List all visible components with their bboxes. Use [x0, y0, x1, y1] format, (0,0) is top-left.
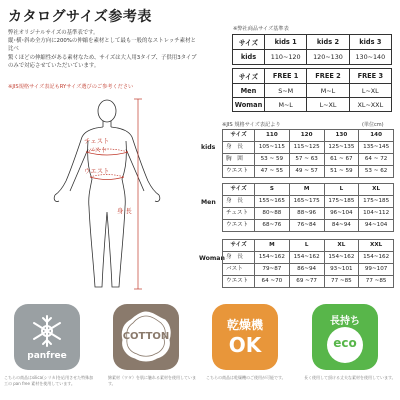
panfree-badge [14, 304, 80, 370]
cell: 115~125 [289, 142, 324, 154]
cell: M~L [265, 98, 307, 112]
cotton-label: COTTON [122, 331, 170, 342]
cell: 94~104 [359, 220, 394, 232]
group-label-woman: Woman [199, 255, 225, 262]
size-header: 130 [324, 130, 359, 142]
height-label: 身 長 [117, 207, 132, 215]
cell: 61 ~ 67 [324, 154, 359, 166]
intro-line: のみで対応させていただいています。 [8, 62, 100, 69]
body-silhouette [22, 97, 192, 302]
group-label-men: Men [201, 199, 216, 206]
row-label: ウエスト [223, 166, 255, 178]
size-header: M [289, 184, 324, 196]
intro-line: 縦･横･斜め全方向に200%の伸縮を素材として最も一般的なストレッチ素材と比べ [8, 38, 196, 53]
size-header: XXL [359, 240, 394, 252]
own-adult-table [232, 68, 392, 112]
cell: 155~165 [255, 196, 290, 208]
jis-men-table [222, 183, 394, 232]
jis-note: ※JIS規格サイズ表記もRYサイズ選びのご参考ください [8, 84, 134, 90]
header-cell: FREE 1 [265, 69, 307, 84]
cell: 53 ~ 59 [255, 154, 290, 166]
own-kids-table [232, 34, 392, 65]
row-label: 胸 囲 [223, 154, 255, 166]
size-header: L [289, 240, 324, 252]
header-cell: サイズ [233, 35, 265, 50]
cell: 175~185 [359, 196, 394, 208]
cell: 64 ~ 72 [359, 154, 394, 166]
cell: 93~101 [324, 264, 359, 276]
header-cell: kids 2 [307, 35, 349, 50]
cell: 57 ~ 63 [289, 154, 324, 166]
unit-label: (単位cm) [362, 122, 384, 128]
dryer-label-bottom: OK [228, 333, 262, 357]
cell: 68~76 [255, 220, 290, 232]
header-cell: FREE 3 [349, 69, 391, 84]
cell: 76~84 [289, 220, 324, 232]
cell: 51 ~ 59 [324, 166, 359, 178]
chest-label: チェスト [84, 137, 110, 145]
jis-kids-table [222, 129, 394, 178]
cell: 80~88 [255, 208, 290, 220]
cell: 47 ~ 55 [255, 166, 290, 178]
row-label: 身 長 [223, 196, 255, 208]
row-label: チェスト [223, 208, 255, 220]
header-cell: kids 3 [349, 35, 391, 50]
cell: 130~140 [349, 50, 391, 65]
own-size-label: ※弊社商品サイズ基準表 [233, 26, 289, 32]
cotton-badge [113, 304, 179, 370]
size-header: XL [324, 240, 359, 252]
header-cell: kids 1 [265, 35, 307, 50]
cell: 135~145 [359, 142, 394, 154]
intro-line: 弊社オリジナルサイズの基準表です。 [8, 30, 99, 36]
cell: 77 ~85 [359, 276, 394, 288]
eco-label-bottom: eco [333, 336, 357, 350]
size-header: サイズ [223, 240, 255, 252]
cell: 49 ~ 57 [289, 166, 324, 178]
row-label: バスト [223, 264, 255, 276]
eco-label-top: 長持ち [330, 316, 360, 327]
cell: 64 ~70 [255, 276, 290, 288]
page-title: カタログサイズ参考表 [8, 9, 152, 25]
cell: S~M [265, 84, 307, 98]
cell: 69 ~77 [289, 276, 324, 288]
cell: L~XL [307, 98, 349, 112]
size-header: L [324, 184, 359, 196]
size-header: サイズ [223, 130, 255, 142]
size-header: XL [359, 184, 394, 196]
header-cell: FREE 2 [307, 69, 349, 84]
cell: 105~115 [255, 142, 290, 154]
cell: 154~162 [359, 252, 394, 264]
row-label: ウエスト [223, 220, 255, 232]
cell: 175~185 [324, 196, 359, 208]
row-label: 身 長 [223, 142, 255, 154]
dryer-label-top: 乾燥機 [226, 318, 263, 332]
cell: M~L [307, 84, 349, 98]
size-header: S [255, 184, 290, 196]
cell: 110~120 [265, 50, 307, 65]
intro-line: 驚くほどの伸縮性がある素材なため、サイズは大人用3タイプ、子供用3タイプ [8, 54, 197, 61]
cell: 88~96 [289, 208, 324, 220]
eco-badge [312, 304, 378, 370]
cell: L~XL [349, 84, 391, 98]
row-label: Woman [233, 98, 265, 112]
cell: 77 ~85 [324, 276, 359, 288]
intro-text [8, 29, 198, 70]
panfree-caption: こちらの商品はsilica(シリカ)を応用させた特殊加工の pan free 素材を使用しています。 [4, 375, 94, 386]
cell: 53 ~ 62 [359, 166, 394, 178]
waist-label: ウエスト [84, 167, 110, 175]
cell: 125~135 [324, 142, 359, 154]
size-header: 140 [359, 130, 394, 142]
cotton-caption: 綿素材（ワタ）を肌に触れる素材を使用しています。 [108, 375, 196, 386]
cell: 79~87 [255, 264, 290, 276]
row-label: ウエスト [223, 276, 255, 288]
row-label: kids [233, 50, 265, 65]
cell: 99~107 [359, 264, 394, 276]
cell: 120~130 [307, 50, 349, 65]
cell: 154~162 [324, 252, 359, 264]
dryer-caption: こちらの商品は乾燥機のご使用が可能です。 [206, 375, 286, 380]
panfree-label: panfree [27, 351, 67, 361]
cell: XL~XXL [349, 98, 391, 112]
group-label-kids: kids [201, 144, 216, 151]
cell: 154~162 [255, 252, 290, 264]
row-label: 身 長 [223, 252, 255, 264]
jis-label: ※JIS 規格サイズ表記より [222, 122, 281, 128]
size-header: M [255, 240, 290, 252]
size-header: サイズ [223, 184, 255, 196]
size-header: 120 [289, 130, 324, 142]
eco-caption: 長く使用して頂ける丈夫な素材を使用しています。 [304, 375, 396, 380]
dryer-badge [212, 304, 278, 370]
header-cell: サイズ [233, 69, 265, 84]
cell: 96~104 [324, 208, 359, 220]
size-header: 110 [255, 130, 290, 142]
cell: 104~112 [359, 208, 394, 220]
cell: 84~94 [324, 220, 359, 232]
jis-woman-table [222, 239, 394, 288]
cell: 154~162 [289, 252, 324, 264]
row-label: Men [233, 84, 265, 98]
cell: 86~94 [289, 264, 324, 276]
bust-label: バスト [88, 146, 108, 154]
cell: 165~175 [289, 196, 324, 208]
